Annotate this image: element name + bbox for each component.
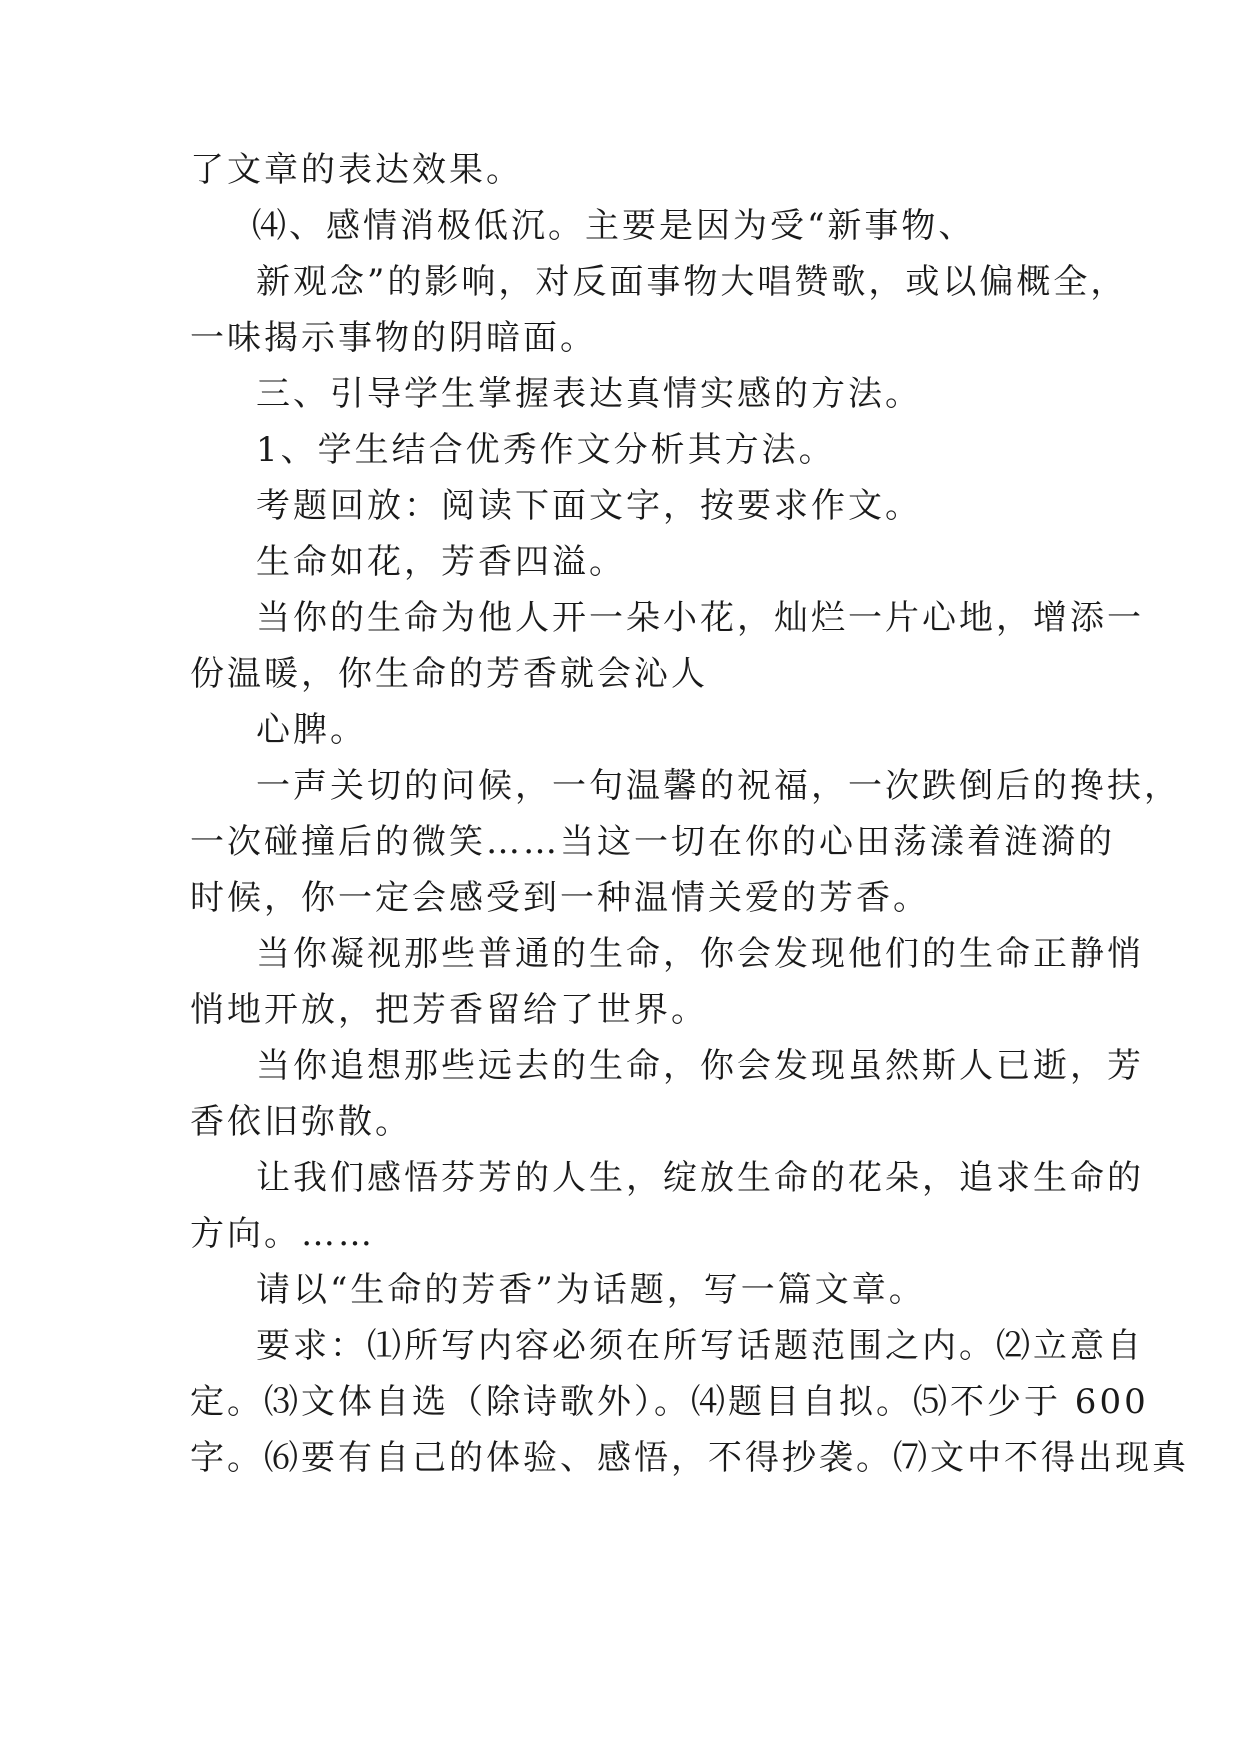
document-page: [190, 0, 1189, 1754]
paragraph-line: 时候，你一定会感受到一种温情关爱的芳香。: [190, 878, 930, 918]
section-heading: 三、引导学生掌握表达真情实感的方法。: [256, 374, 922, 414]
paragraph-line: 1、学生结合优秀作文分析其方法。: [256, 430, 836, 470]
paragraph-line: 香依旧弥散。: [190, 1102, 412, 1142]
paragraph-line: ⑷、感情消极低沉。主要是因为受“新事物、: [252, 206, 976, 246]
paragraph-line: 考题回放：阅读下面文字，按要求作文。: [256, 486, 922, 526]
paragraph-line: 悄地开放，把芳香留给了世界。: [190, 990, 708, 1030]
paragraph-line: 生命如花，芳香四溢。: [256, 542, 626, 582]
paragraph-line: 心脾。: [256, 710, 367, 750]
paragraph-line: 当你的生命为他人开一朵小花，灿烂一片心地，增添一: [256, 598, 1144, 638]
paragraph-line: 新观念”的影响，对反面事物大唱赞歌，或以偏概全，: [256, 262, 1128, 302]
paragraph-line: 当你追想那些远去的生命，你会发现虽然斯人已逝，芳: [256, 1046, 1144, 1086]
paragraph-line: 了文章的表达效果。: [190, 150, 523, 190]
paragraph-line: 方向。……: [190, 1214, 375, 1254]
paragraph-line: 要求：⑴所写内容必须在所写话题范围之内。⑵立意自: [256, 1326, 1144, 1366]
paragraph-line: 字。⑹要有自己的体验、感悟，不得抄袭。⑺文中不得出现真: [190, 1438, 1189, 1478]
paragraph-line: 让我们感悟芬芳的人生，绽放生命的花朵，追求生命的: [256, 1158, 1144, 1198]
paragraph-line: 一声关切的问候，一句温馨的祝福，一次跌倒后的搀扶，: [256, 766, 1181, 806]
paragraph-line: 一味揭示事物的阴暗面。: [190, 318, 597, 358]
paragraph-line: 定。⑶文体自选（除诗歌外）。⑷题目自拟。⑸不少于 600: [190, 1382, 1149, 1422]
paragraph-line: 份温暖，你生命的芳香就会沁人: [190, 654, 708, 694]
paragraph-line: 一次碰撞后的微笑……当这一切在你的心田荡漾着涟漪的: [190, 822, 1115, 862]
paragraph-line: 请以“生命的芳香”为话题，写一篇文章。: [256, 1270, 926, 1310]
paragraph-line: 当你凝视那些普通的生命，你会发现他们的生命正静悄: [256, 934, 1144, 974]
